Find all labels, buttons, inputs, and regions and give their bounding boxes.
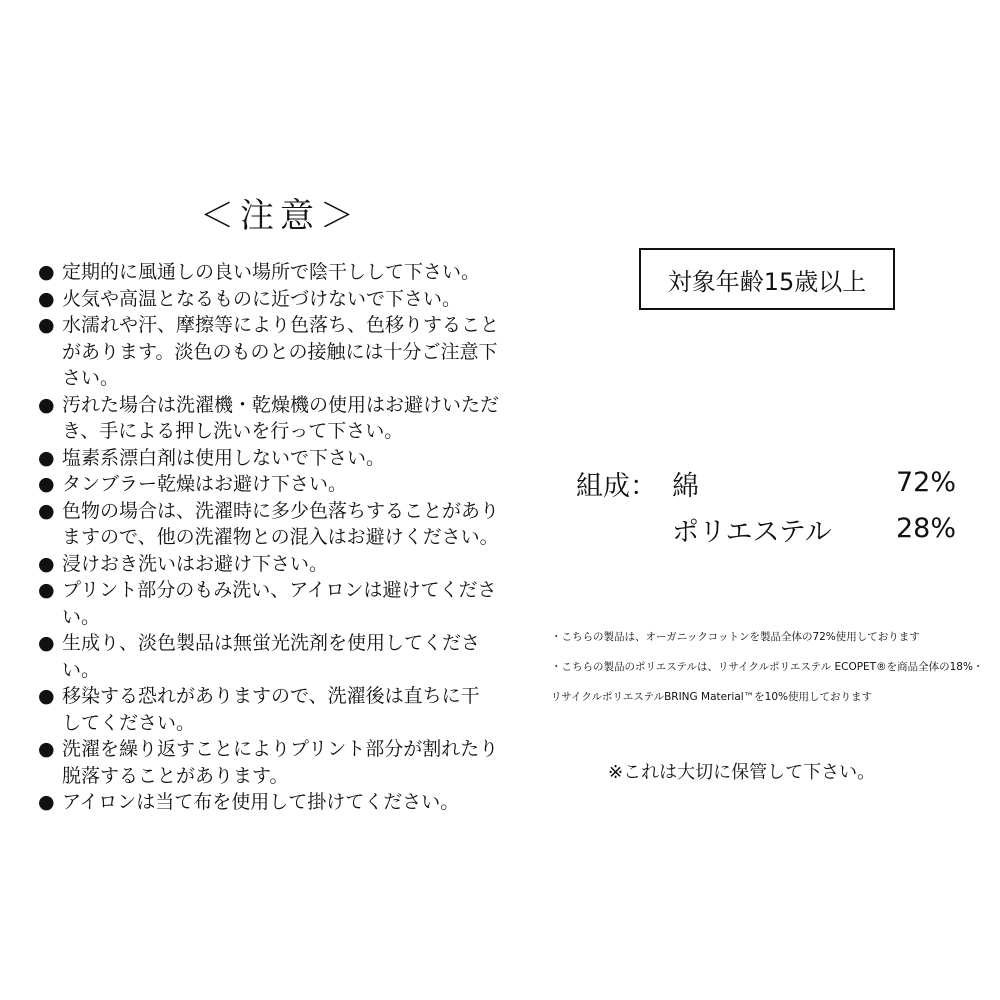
caution-item: ● 定期的に風通しの良い場所で陰干しして下さい。 bbox=[38, 259, 527, 286]
composition-material-percent: 72% bbox=[896, 467, 957, 498]
caution-item: ● 浸けおき洗いはお避け下さい。 bbox=[38, 551, 502, 578]
caution-item: ● 火気や高温となるものに近づけないで下さい。 bbox=[38, 286, 527, 313]
material-note: リサイクルポリエステルBRING Material™を10%使用しております bbox=[551, 691, 873, 703]
material-note: ・こちらの製品のポリエステルは、リサイクルポリエステル ECOPET®を商品全体の18%・ bbox=[551, 661, 984, 673]
age-label: 対象年齢15歳以上 bbox=[667, 267, 867, 296]
composition-material-percent: 28% bbox=[896, 513, 957, 544]
caution-item: ● タンブラー乾燥はお避け下さい。 bbox=[38, 471, 502, 498]
caution-item: ● 洗濯を繰り返すことによりプリント部分が割れたり脱落することがあります。 bbox=[38, 736, 502, 789]
caution-item: ● 塩素系漂白剤は使用しないで下さい。 bbox=[38, 445, 502, 472]
composition-material-name: ポリエステル bbox=[672, 517, 832, 548]
caution-list bbox=[38, 259, 518, 816]
caution-item: ● 移染する恐れがありますので、洗濯後は直ちに干してください。 bbox=[38, 683, 482, 736]
caution-item: ● 水濡れや汗、摩擦等により色落ち、色移りすることがあります。淡色のものとの接触には十分ご注意下さい。 bbox=[38, 312, 502, 392]
caution-item: ● 色物の場合は、洗濯時に多少色落ちすることがありますので、他の洗濯物との混入はお避けください。 bbox=[38, 498, 502, 551]
material-note: ・こちらの製品は、オーガニックコットンを製品全体の72%使用しております bbox=[551, 631, 920, 643]
caution-item: ● プリント部分のもみ洗い、アイロンは避けてください。 bbox=[38, 577, 502, 630]
caution-item: ● アイロンは当て布を使用して掛けてください。 bbox=[38, 789, 527, 816]
age-label-box bbox=[639, 248, 895, 310]
storage-note: ※これは大切に保管して下さい。 bbox=[608, 762, 876, 783]
caution-item: ● 汚れた場合は洗濯機・乾燥機の使用はお避けいただき、手による押し洗いを行って下さい。 bbox=[38, 392, 502, 445]
caution-item: ● 生成り、淡色製品は無蛍光洗剤を使用してください。 bbox=[38, 630, 502, 683]
caution-title: ＜注意＞ bbox=[200, 196, 360, 236]
composition-label: 組成： bbox=[576, 471, 657, 502]
composition-material-name: 綿 bbox=[672, 471, 699, 502]
